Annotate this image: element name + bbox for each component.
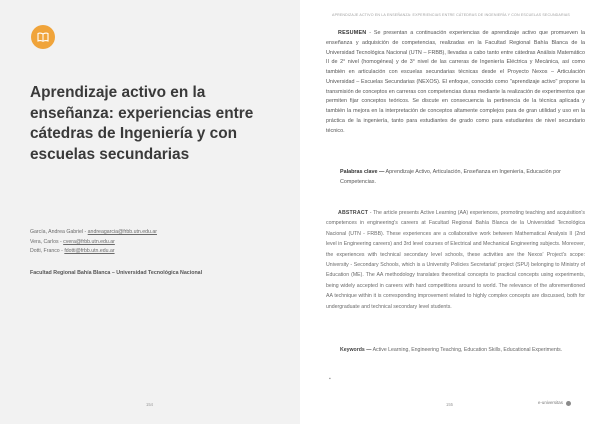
page-number-left: 154 xyxy=(146,402,153,407)
abstract-paragraph xyxy=(326,208,585,312)
palabras-clave-heading: Palabras clave — xyxy=(340,169,385,175)
journal-logo-icon xyxy=(566,401,571,406)
author-line xyxy=(30,228,280,238)
book-icon xyxy=(37,32,49,42)
keywords-heading: Keywords — xyxy=(340,347,372,353)
author-line xyxy=(30,238,280,248)
author-email-link[interactable]: fdotti@frbb.utn.edu.ar xyxy=(64,248,115,255)
running-head: APRENDIZAJE ACTIVO EN LA ENSEÑANZA: EXPERIENCIAS ENTRE CÁTEDRAS DE INGENIERÍA Y CON ESCUELAS SECUNDARIAS xyxy=(332,13,570,17)
resumen-paragraph xyxy=(326,29,585,136)
author-name: García, Andrea Gabriel - xyxy=(30,229,88,235)
resumen-heading: RESUMEN xyxy=(338,30,367,36)
keywords xyxy=(340,346,585,356)
palabras-clave-text: Aprendizaje Activo, Articulación, Enseñanza en Ingeniería, Educación por Competencias. xyxy=(340,169,561,185)
author-line xyxy=(30,247,280,257)
resumen-text: - Se presentan a continuación experiencias de aprendizaje activo que promueven la enseñanza y adquisición de competencias, realizadas en la Facultad Regional Bahía Blanca de la Universidad Tecnológica Nacional (UTN – FRBB), llevadas a cabo tanto entre cátedras Análisis Matemático II de 2° nivel (homogénea) y de 3° nivel de las carreras de Ingeniería Eléctrica y Mecánica, así como también en articulación con escuelas secundarias técnicas desde el Proyecto Nexos – Articulación Universidad – Escuelas Secundarias (NEXOS). El enfoque, conocido como "aprendizaje activo" propone la transmisión de conceptos en carreras con competencias duras mediante la realización de experimentos que permiten fijar conceptos teóricos. Se discute en consecuencia la pertinencia de la técnica aplicada y también la mejora en la interpretación de conceptos altamente complejos para de gran utilidad y uso en la práctica de la ingeniería, tanto para estudiantes de grado como para estudiantes de nivel secundario técnico. xyxy=(326,30,585,134)
author-list xyxy=(30,228,280,257)
journal-name: e-universitas xyxy=(538,400,563,405)
keywords-text: Active Learning, Engineering Teaching, Education Skills, Educational Experiments. xyxy=(371,347,563,353)
author-email-link[interactable]: andreagarcia@frbb.utn.edu.ar xyxy=(87,229,157,235)
author-email-link[interactable]: cvera@frbb.utn.edu.ar xyxy=(63,238,115,245)
section-badge xyxy=(31,25,55,49)
abstract-text: - The article presents Active Learning (AA) experiences, promoting teaching and acquisition's competences in engineering's careers at Facultad Regional Bahía Blanca de la Universidad Tecnológica Nacional (UTN - FRBB). These experiences are a collaborative work between Mathematical Analysis II (2nd level in Engineering careers) and 3rd level courses of Electrical and Mechanical Engineering subjects. Moreover, the experiences with technical secondary level schools, these activities are the Nexos' Project's scope: University - Secondary Schools, which is a University Policies Secretariat' project (SPU) belonging to Ministry of Education (ME). The AA methodology translates theoretical concepts to practical concepts using experiments, being widely accepted in careers with hard competitions around to world. The relevance of the aforementioned AA technique within it is corresponding improvement related to highly complex concepts are discussed, both for undergraduate and technical secondary level students. xyxy=(326,210,585,310)
abstract-heading: ABSTRACT xyxy=(338,210,369,216)
affiliation: Facultad Regional Bahía Blanca – Universidad Tecnológica Nacional xyxy=(30,270,203,276)
page-number-right: 155 xyxy=(446,402,453,407)
author-name: Dotti, Franco - xyxy=(30,248,65,255)
end-marker: ▪ xyxy=(329,376,331,382)
right-page xyxy=(300,0,600,424)
author-name: Vera, Carlos - xyxy=(30,238,64,245)
palabras-clave xyxy=(340,168,585,187)
article-title: Aprendizaje activo en la enseñanza: experiencias entre cátedras de Ingeniería y con escuelas secundarias xyxy=(30,84,254,163)
